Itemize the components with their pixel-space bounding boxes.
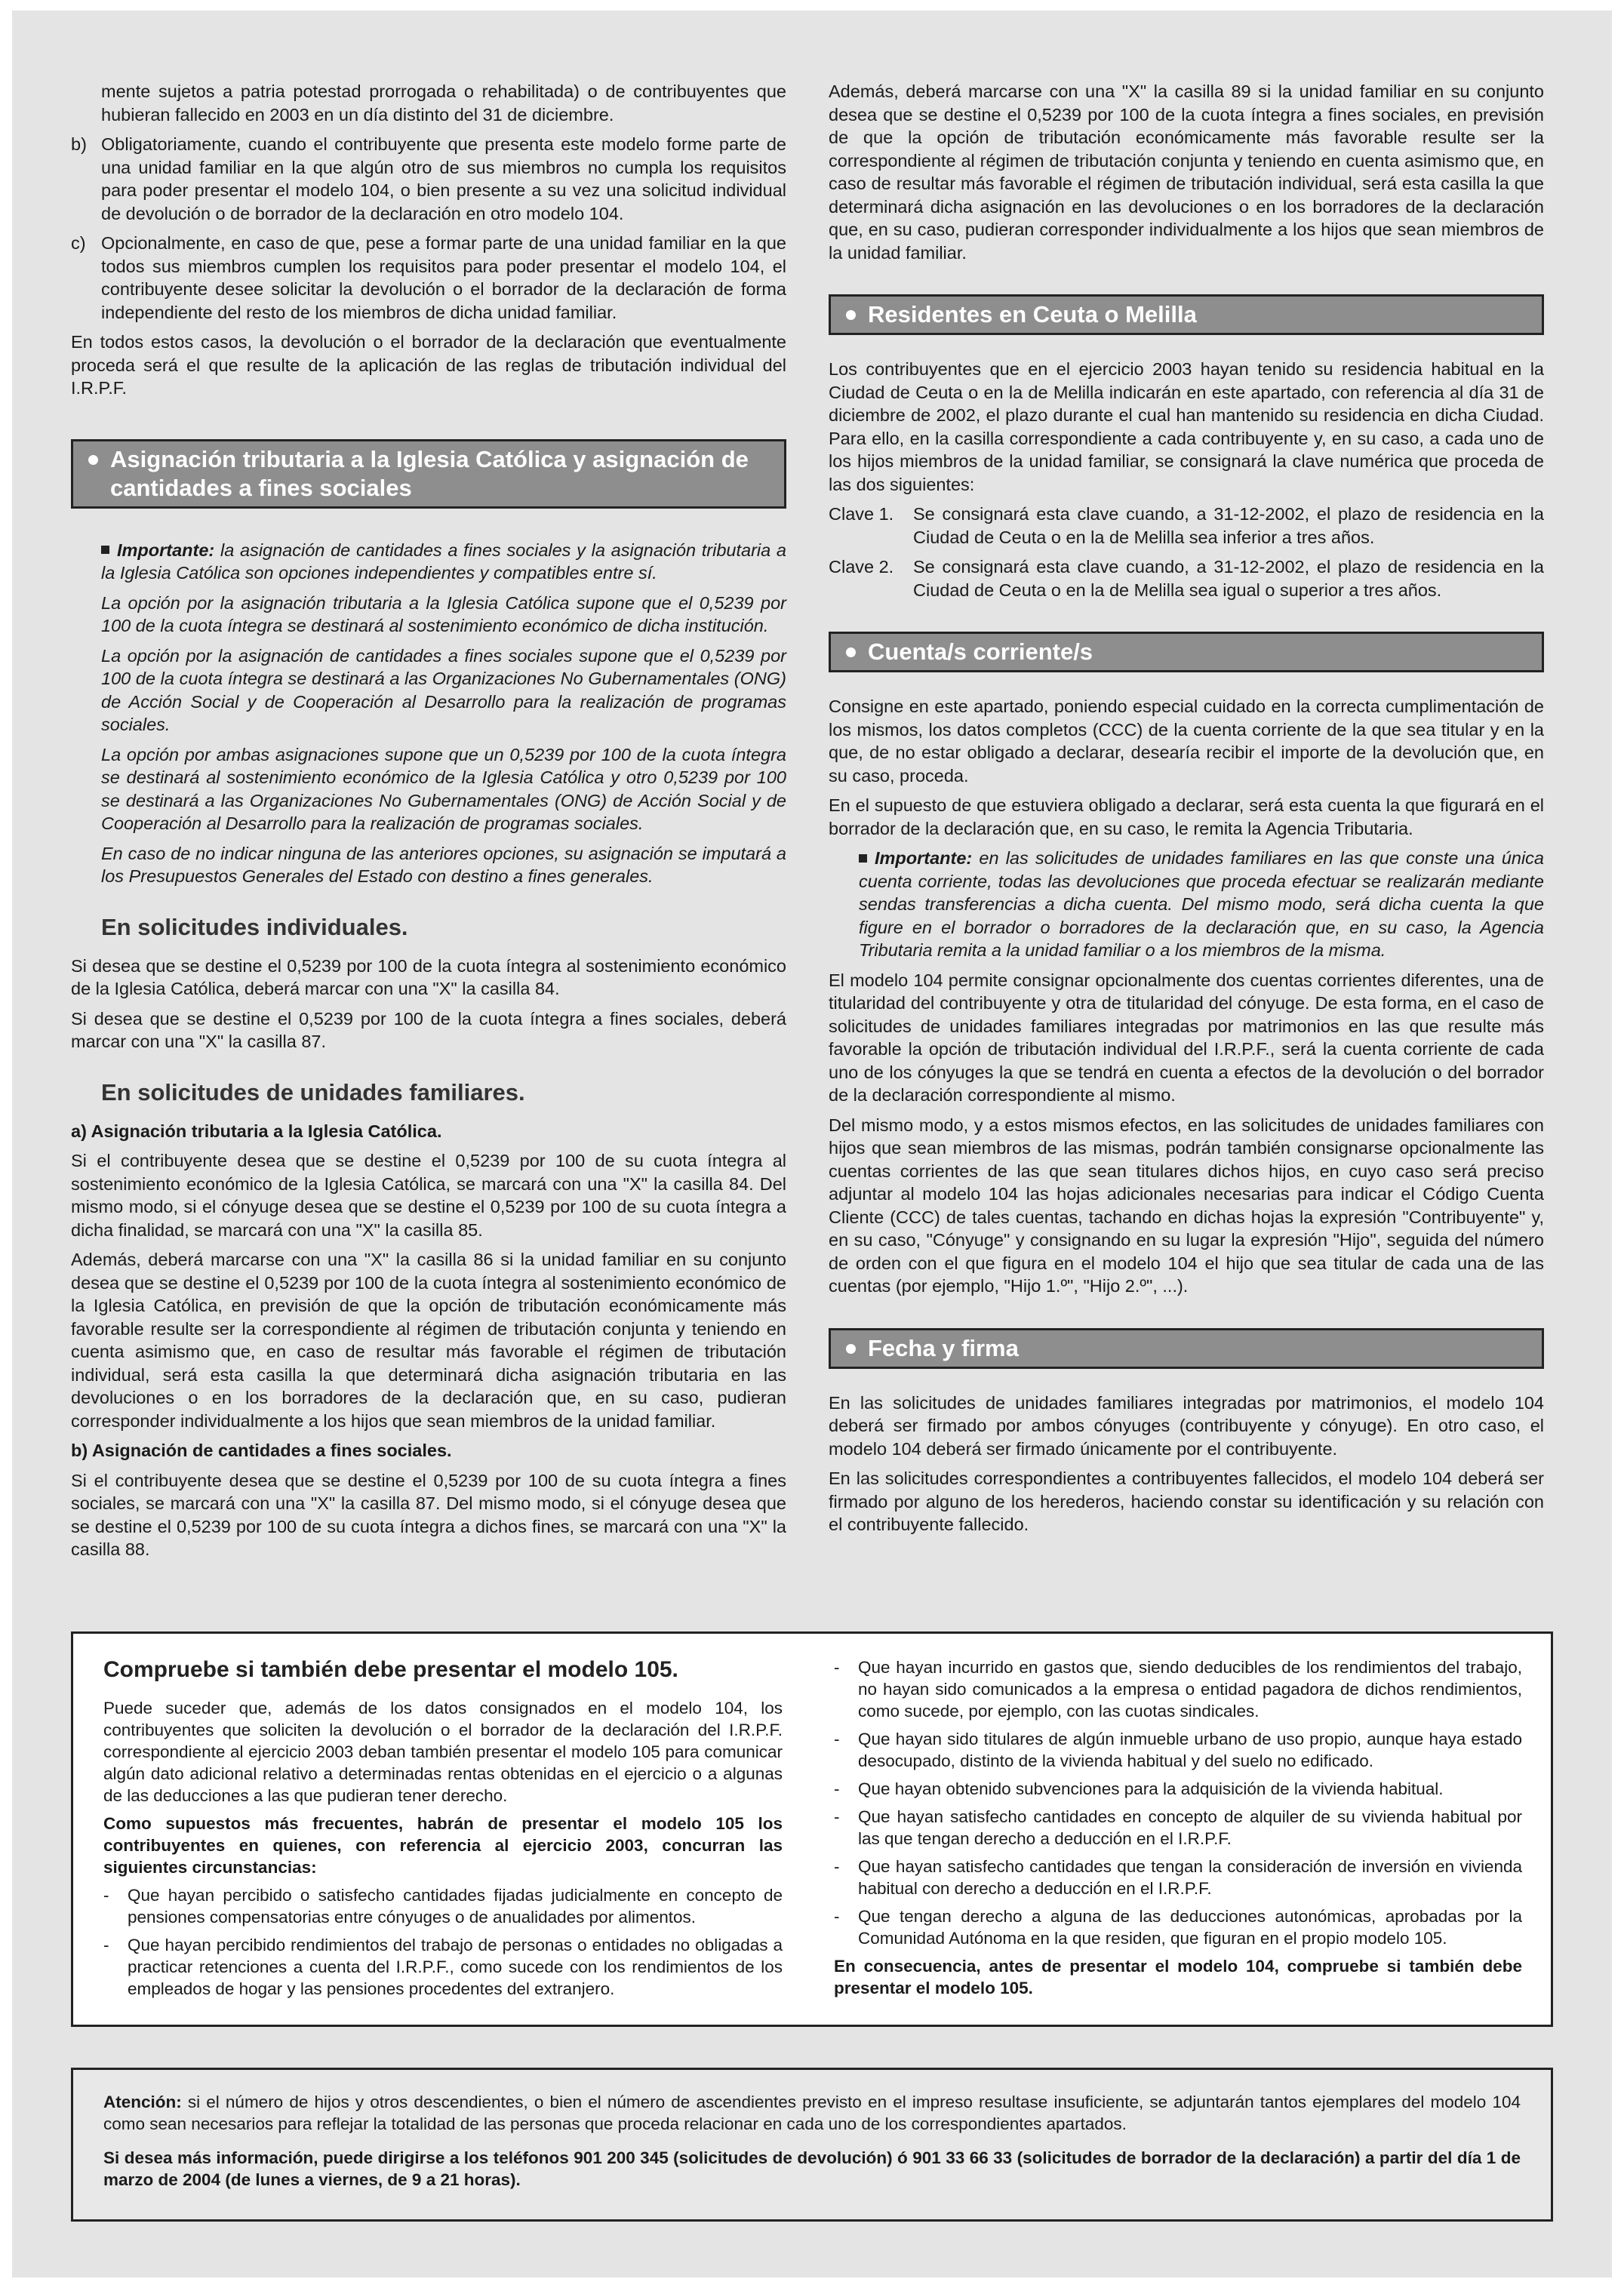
list-item [103,1934,783,2000]
clave-2 [829,555,1544,601]
list-item [834,1728,1522,1772]
importante-note [71,539,786,585]
dash-marker: - [834,1658,840,1677]
list-text: Que hayan satisfecho cantidades que tengan la consideración de inversión en vivienda habitual con derecho a deducción en el I.R.P.F. [858,1857,1522,1898]
list-item [834,1778,1522,1800]
atencion-box [71,2068,1553,2222]
clave-1 [829,503,1544,549]
list-label: c) [71,233,86,253]
paragraph: El modelo 104 permite consignar opcionalmente dos cuentas corrientes diferentes, una de titularidad del contribuyente y otra de titularidad del cónyuge. De esta forma, en el caso de solicitudes de unidades familiares integradas por matrimonios en las que resulte más favorable la opción de tributación individual del I.R.P.F., será la cuenta corriente de cada uno de los cónyuges la que se tendrá en cuenta a efectos de la devolución o del borrador de la declaración correspondiente al mismo. [829,970,1544,1105]
list-item-c [71,232,786,324]
clave-label: Clave 2. [829,557,894,577]
atencion-label: Atención: [103,2093,182,2111]
importante-text: en las solicitudes de unidades familiares en las que conste una única cuenta corriente, todas las devoluciones que proceda efectuar se realizarán mediante sendas transferencias a dicha cuenta. Del mismo modo, será dicha cuenta la que figure en el borrador o borradores de la declaración que, en su caso, la Agencia Tributaria remita a la unidad familiar o a los miembros de la misma. [859,848,1544,960]
atencion-content [103,2091,1521,2197]
bold-heading-b: b) Asignación de cantidades a fines sociales. [71,1441,452,1460]
list-item [834,1905,1522,1949]
list-text: Que hayan obtenido subvenciones para la adquisición de la vivienda habitual. [858,1779,1444,1798]
subheading-individuales: En solicitudes individuales. [101,913,408,940]
box-right-column [834,1656,1522,2005]
conclusion: En consecuencia, antes de presentar el modelo 104, compruebe si también debe presentar el modelo 105. [834,1957,1522,1997]
list-item [834,1656,1522,1722]
square-bullet-icon [101,546,109,554]
bold-paragraph: Como supuestos más frecuentes, habrán de presentar el modelo 105 los contribuyentes en quienes, con referencia al ejercicio 2003, concurran las siguientes circunstancias: [103,1814,783,1877]
iglesia-notes [71,539,786,888]
paragraph: Consigne en este apartado, poniendo especial cuidado en la correcta cumplimentación de los mismos, los datos completos (CCC) de la cuenta corriente de la que sea titular y en la que, de no estar obligado a declarar, desearía recibir el importe de la devolución que, en su caso, proceda. [829,697,1544,786]
square-bullet-icon [859,854,867,863]
italic-paragraph: En caso de no indicar ninguna de las anteriores opciones, su asignación se imputará a los Presupuestos Generales del Estado con destino a fines generales. [101,843,786,886]
atencion-paragraph [103,2091,1521,2135]
list-text: Opcionalmente, en caso de que, pese a formar parte de una unidad familiar en la que todos sus miembros cumplen los requisitos para poder presentar el modelo 104, el contribuyente desee solicitar la devolución o el borrador de la declaración de forma independiente del resto de los miembros de dicha unidad familiar. [101,233,786,322]
paragraph: Si desea que se destine el 0,5239 por 100 de la cuota íntegra a fines sociales, deberá marcar con una "X" la casilla 87. [71,1008,786,1051]
box-left-column [103,1656,783,2006]
paragraph: Si el contribuyente desea que se destine el 0,5239 por 100 de su cuota íntegra a fines sociales, se marcará con una "X" la casilla 87. Del mismo modo, si el cónyuge desea que se destine el 0,5239 por 100 de su cuota íntegra a dichos fines, se marcará con una "X" la casilla 88. [71,1470,786,1559]
paragraph: Puede suceder que, además de los datos consignados en el modelo 104, los contribuyentes que soliciten la devolución o el borrador de la declaración del I.R.P.F. correspondiente al ejercicio 2003 deban también presentar el modelo 105 para comunicar algún dato adicional relativo a determinadas rentas obtenidas en el ejercicio o a algunas de las deducciones a las que pudieran tener derecho. [103,1699,783,1805]
importante-label: Importante: [117,540,215,560]
dash-marker: - [834,1779,840,1798]
clave-label: Clave 1. [829,504,894,524]
dash-marker: - [834,1730,840,1748]
list-item [834,1806,1522,1850]
dash-marker: - [834,1807,840,1826]
section-header-fecha [829,1328,1544,1369]
list-text: Que hayan sido titulares de algún inmueble urbano de uso propio, aunque haya estado desocupado, distinto de la vivienda habitual y del suelo no edificado. [858,1730,1522,1770]
page [12,11,1612,2277]
bullet-icon [846,310,856,320]
list-text: Que hayan satisfecho cantidades en concepto de alquiler de su vivienda habitual por las que tengan derecho a deducción en el I.R.P.F. [858,1807,1522,1848]
italic-paragraph: La opción por ambas asignaciones supone que un 0,5239 por 100 de la cuota íntegra se destinará al sostenimiento económico de la Iglesia Católica y otro 0,5239 por 100 se destinará a las Organizaciones No Gubernamentales (ONG) de Acción Social y de Cooperación al Desarrollo para la realización de programas sociales. [101,744,786,833]
subheading-familiares: En solicitudes de unidades familiares. [101,1078,525,1106]
paragraph: Los contribuyentes que en el ejercicio 2003 hayan tenido su residencia habitual en la Ciudad de Ceuta o en la de Melilla indicarán en este apartado, con referencia al día 31 de diciembre de 2002, el plazo durante el cual han mantenido su residencia en dicha Ciudad. Para ello, en la casilla correspondiente a cada contribuyente y, en su caso, a cada uno de los hijos miembros de la unidad familiar, se consignará la clave numérica que proceda de las dos siguientes: [829,359,1544,494]
list-text: Que hayan percibido o satisfecho cantidades fijadas judicialmente en concepto de pensiones compensatorias entre cónyuges o de anualidades por alimentos. [128,1886,783,1927]
section-title: Residentes en Ceuta o Melilla [868,301,1197,328]
importante-note [829,847,1544,962]
list-item [103,1884,783,1928]
bullet-icon [846,1344,856,1354]
dash-marker: - [103,1936,109,1954]
section-header-cuenta [829,632,1544,672]
list-label: b) [71,134,87,154]
italic-paragraph: La opción por la asignación tributaria a la Iglesia Católica supone que el 0,5239 por 100 de la cuota íntegra se destinará al sostenimiento económico de dicha institución. [101,592,786,635]
list-item [834,1856,1522,1899]
paragraph: Del mismo modo, y a estos mismos efectos, en las solicitudes de unidades familiares con hijos que sean miembros de las mismas, podrán también consignarse opcionalmente las cuentas corrientes de las que sean titulares dichos hijos, en cuyo caso será preciso adjuntar al modelo 104 las hojas adicionales necesarias para indicar el Código Cuenta Cliente (CCC) de tales cuentas, tachando en dichas hojas la expresión "Contribuyente" y, en su caso, "Cónyuge" y consignando en su lugar la expresión "Hijo", seguida del número de orden con el que figura en el modelo 104 el hijo que sea titular de cada una de las cuentas (por ejemplo, "Hijo 1.º", "Hijo 2.º", ...). [829,1115,1544,1296]
todos-casos-paragraph: En todos estos casos, la devolución o el borrador de la declaración que eventualmente proceda será el que resulte de la aplicación de las reglas de tributación individual del I.R.P.F. [71,332,786,398]
list-text: Obligatoriamente, cuando el contribuyente que presenta este modelo forme parte de una unidad familiar en la que algún otro de sus miembros no cumpla los requisitos para poder presentar el modelo 104, o bien presente a su vez una solicitud individual de devolución o de borrador de la declaración en otro modelo 104. [101,134,786,223]
list-text: Que hayan incurrido en gastos que, siendo deducibles de los rendimientos del trabajo, no hayan sido comunicados a la empresa o entidad pagadora de dichos rendimientos, como sucede, por ejemplo, con las cuotas sindicales. [858,1658,1522,1721]
paragraph: En el supuesto de que estuviera obligado a declarar, será esta cuenta la que figurará en el borrador de la declaración que, en su caso, le remita la Agencia Tributaria. [829,795,1544,838]
clave-text: Se consignará esta clave cuando, a 31-12-2002, el plazo de residencia en la Ciudad de Ceuta o en la de Melilla sea inferior a tres años. [913,504,1544,547]
dash-marker: - [834,1857,840,1876]
italic-paragraph: La opción por la asignación de cantidades a fines sociales supone que el 0,5239 por 100 de la cuota íntegra se destinará a las Organizaciones No Gubernamentales (ONG) de Acción Social y de Cooperación al Desarrollo para la realización de programas sociales. [101,645,786,734]
casilla-89-paragraph: Además, deberá marcarse con una "X" la casilla 89 si la unidad familiar en su conjunto desea que se destine el 0,5239 por 100 de la cuota íntegra a fines sociales, en previsión de que la opción de tributación económicamente más favorable resulte ser la correspondiente al régimen de tributación conjunta y teniendo en cuenta asimismo que, en caso de resultar más favorable el régimen de tributación individual, será esta casilla la que determinará dicha asignación en las devoluciones o en los borradores de la declaración que, en su caso, pudieran corresponder individualmente a los hijos que sean miembros de la unidad familiar. [829,81,1544,263]
bold-heading-a: a) Asignación tributaria a la Iglesia Católica. [71,1121,442,1141]
section-title: Fecha y firma [868,1334,1019,1361]
dash-marker: - [834,1907,840,1926]
box-title: Compruebe si también debe presentar el modelo 105. [103,1657,678,1682]
section-header-iglesia [71,439,786,509]
paragraph: Además, deberá marcarse con una "X" la casilla 86 si la unidad familiar en su conjunto desea que se destine el 0,5239 por 100 de la cuota íntegra al sostenimiento económico de la Iglesia Católica, en previsión de que la opción de tributación económicamente más favorable resulte ser la correspondiente al régimen de tributación conjunta y teniendo en cuenta asimismo que, en caso de resultar más favorable el régimen de tributación individual, será esta casilla la que determinará dicha asignación tributaria en las devoluciones o en los borradores de la declaración que, en su caso, pudieran corresponder individualmente a los hijos que sean miembros de la unidad familiar. [71,1250,786,1431]
modelo-105-box [71,1631,1553,2027]
left-column [71,80,786,1568]
paragraph: Si el contribuyente desea que se destine el 0,5239 por 100 de su cuota íntegra al sostenimiento económico de la Iglesia Católica, se marcará con una "X" la casilla 84. Del mismo modo, si el cónyuge desea que se destine el 0,5239 por 100 de su cuota íntegra a dicha finalidad, se marcará con una "X" la casilla 85. [71,1151,786,1240]
right-column [829,80,1544,1543]
paragraph: En las solicitudes de unidades familiares integradas por matrimonios, el modelo 104 deberá ser firmado por ambos cónyuges (contribuyente y cónyuge). En otro caso, el modelo 104 deberá ser firmado únicamente por el contribuyente. [829,1392,1544,1459]
list-text: Que hayan percibido rendimientos del trabajo de personas o entidades no obligadas a practicar retenciones a cuenta del I.R.P.F., como sucede con los rendimientos de los empleados de hogar y las pensiones procedentes del extranjero. [128,1936,783,1998]
bullet-icon [88,455,98,465]
paragraph: Si desea que se destine el 0,5239 por 100 de la cuota íntegra al sostenimiento económico de la Iglesia Católica, deberá marcar con una "X" la casilla 84. [71,955,786,998]
list-item-b [71,133,786,225]
importante-label: Importante: [875,848,973,868]
section-title: Asignación tributaria a la Iglesia Católica y asignación de cantidades a fines sociales [110,445,749,501]
paragraph: En las solicitudes correspondientes a contribuyentes fallecidos, el modelo 104 deberá ser firmado por alguno de los herederos, haciendo constar su identificación y su relación con el contribuyente fallecido. [829,1468,1544,1534]
info-paragraph: Si desea más información, puede dirigirse a los teléfonos 901 200 345 (solicitudes de devolución) ó 901 33 66 33 (solicitudes de borrador de la declaración) a partir del día 1 de marzo de 2004 (de lunes a viernes, de 9 a 21 horas). [103,2148,1521,2189]
bullet-icon [846,647,856,657]
atencion-text: si el número de hijos y otros descendientes, o bien el número de ascendientes previsto en el impreso resultase insuficiente, se adjuntarán tantos ejemplares del modelo 104 como sean necesarios para reflejar la totalidad de las personas que proceda relacionar en cada uno de los correspondientes apartados. [103,2093,1521,2133]
clave-text: Se consignará esta clave cuando, a 31-12-2002, el plazo de residencia en la Ciudad de Ceuta o en la de Melilla sea igual o superior a tres años. [913,557,1544,600]
section-header-ceuta [829,294,1544,335]
list-text: Que tengan derecho a alguna de las deducciones autonómicas, aprobadas por la Comunidad Autónoma en la que residen, que figuran en el propio modelo 105. [858,1907,1522,1948]
continuation-paragraph: mente sujetos a patria potestad prorrogada o rehabilitada) o de contribuyentes que hubieran fallecido en 2003 en un día distinto del 31 de diciembre. [101,81,786,125]
importante-text: la asignación de cantidades a fines sociales y la asignación tributaria a la Iglesia Católica son opciones independientes y compatibles entre sí. [101,540,786,583]
section-title: Cuenta/s corriente/s [868,638,1093,665]
dash-marker: - [103,1886,109,1905]
